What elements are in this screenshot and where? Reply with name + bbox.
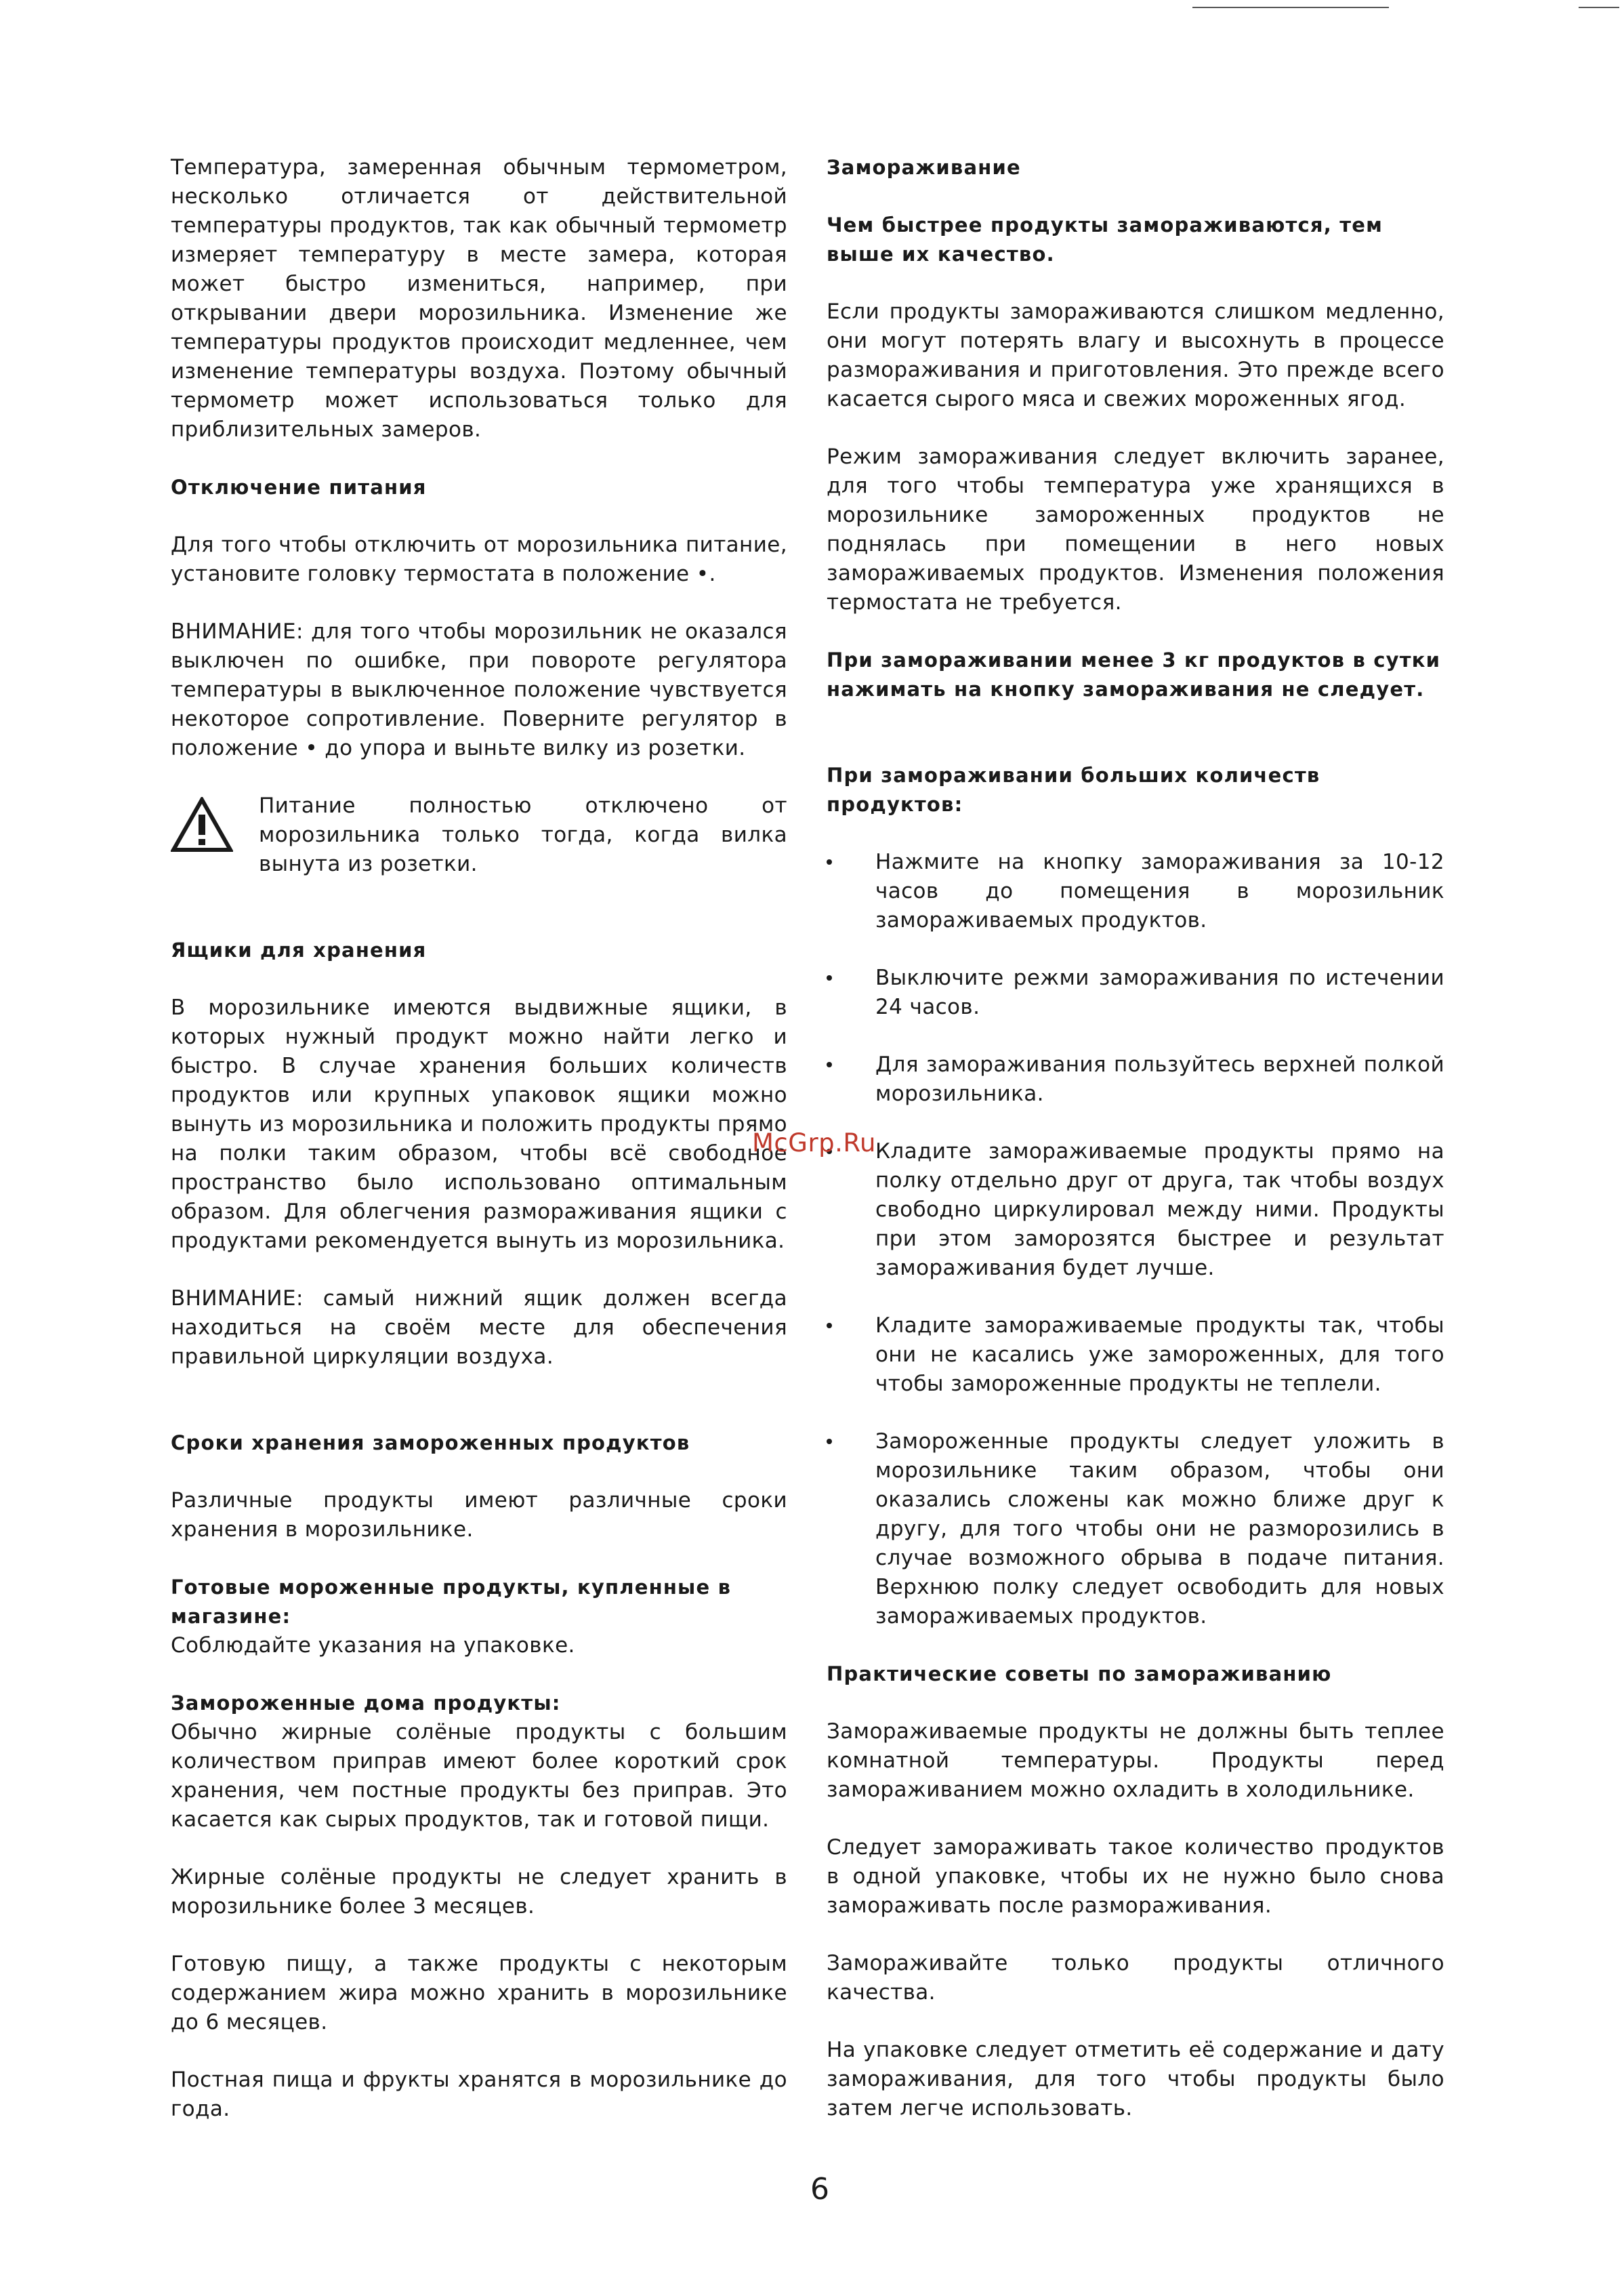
- drawers-paragraph: В морозильнике имеются выдвижные ящики, в которых нужный продукт можно найти легко и быстро. В случае хранения больших количеств продуктов или крупных упаковок ящики можно вынуть из морозильника и положить продукты прямо на полки таким образом, чтобы всё свободное пространство было использовано оптимальным образом. Для облегчения размораживания ящики с продуктами рекомендуется вынуть из морозильника.: [171, 996, 787, 1253]
- tip-paragraph-1: Замораживаемые продукты не должны быть теплее комнатной температуры. Продукты перед замораживанием можно охладить в холодильнике.: [827, 1719, 1444, 1802]
- list-item: Нажмите на кнопку замораживания за 10-12 часов до помещения в морозильник замораживаемых продуктов.: [827, 848, 1444, 935]
- warning-triangle-icon: [171, 792, 259, 855]
- bullet-icon: [827, 1439, 832, 1444]
- store-bought-paragraph: Соблюдайте указания на упаковке.: [171, 1633, 575, 1658]
- power-off-warning: ВНИМАНИЕ: для того чтобы морозильник не оказался выключен по ошибке, при повороте регулятора температуры в выключенное положение чувствуется некоторое сопротивление. Поверните регулятор в положение • до упора и выньте вилку из розетки.: [171, 619, 787, 760]
- list-item: Выключите режми замораживания по истечении 24 часов.: [827, 964, 1444, 1022]
- tip-paragraph-3: Замораживайте только продукты отличного качества.: [827, 1951, 1444, 2005]
- scan-edge-line: [1579, 7, 1619, 8]
- power-off-paragraph: Для того чтобы отключить от морозильника питание, установите головку термостата в положение •.: [171, 533, 787, 586]
- intro-paragraph: Температура, замеренная обычным термометром, несколько отличается от действительной температуры продуктов, так как обычный термометр измеряет температуру в месте замера, которая может быстро измениться, например, при открывании двери морозильника. Изменение же температуры продуктов происходит медленнее, чем изменение температуры воздуха. Поэтому обычный термометр может использоваться только для приблизительных замеров.: [171, 155, 787, 442]
- cooked-foods-paragraph: Готовую пищу, а также продукты с некоторым содержанием жира можно хранить в морозильнике до 6 месяцев.: [171, 1952, 787, 2034]
- heading-power-off: Отключение питания: [171, 476, 427, 499]
- slow-freezing-paragraph: Если продукты замораживаются слишком медленно, они могут потерять влагу и высохнуть в процессе размораживания и приготовления. Это прежде всего касается сырого мяса и свежих мороженных ягод.: [827, 300, 1444, 411]
- heading-large-quantities: При замораживании больших количеств продуктов:: [827, 764, 1320, 816]
- heading-faster-better: Чем быстрее продукты замораживаются, тем выше их качество.: [827, 213, 1383, 266]
- site-watermark: McGrp.Ru: [752, 1128, 876, 1157]
- warning-block: [171, 792, 787, 879]
- scan-edge-line: [1192, 7, 1389, 8]
- bullet-icon: [827, 1323, 832, 1328]
- fatty-foods-paragraph: Жирные солёные продукты не следует хранить в морозильнике более 3 месяцев.: [171, 1865, 787, 1919]
- list-item: Замороженные продукты следует уложить в морозильнике таким образом, чтобы они оказались сложены как можно ближе друг к другу, для того чтобы они не разморозились в случае возможного обрыва в подаче питания. Верхнюю полку следует освободить для новых замораживаемых продуктов.: [827, 1427, 1444, 1631]
- heading-storage-drawers: Ящики для хранения: [171, 939, 427, 962]
- heading-store-bought: Готовые мороженные продукты, купленные в магазине:: [171, 1576, 732, 1628]
- home-frozen-paragraph: Обычно жирные солёные продукты с большим количеством приправ имеют более короткий срок хранения, чем постные продукты без приправ. Это касается как сырых продуктов, так и готовой пищи.: [171, 1720, 787, 1832]
- bullet-icon: [827, 859, 832, 865]
- tip-paragraph-4: На упаковке следует отметить её содержание и дату замораживания, для того чтобы продукты было затем легче использовать.: [827, 2038, 1444, 2120]
- right-column: [827, 153, 1444, 2152]
- heading-freezing: Замораживание: [827, 156, 1021, 179]
- warning-note: Питание полностью отключено от морозильника только тогда, когда вилка вынута из розетки.: [259, 794, 787, 876]
- tip-paragraph-2: Следует замораживать такое количество продуктов в одной упаковке, чтобы их не нужно было снова замораживать после размораживания.: [827, 1835, 1444, 1918]
- bullet-icon: [827, 975, 832, 981]
- bullet-icon: [827, 1062, 832, 1067]
- terms-paragraph: Различные продукты имеют различные сроки хранения в морозильнике.: [171, 1488, 787, 1542]
- page-number: 6: [810, 2172, 829, 2207]
- list-item: Кладите замораживаемые продукты прямо на полку отдельно друг от друга, так чтобы воздух свободно циркулировал между ними. Продукты при этом заморозятся быстрее и результат замораживания будет лучше.: [827, 1137, 1444, 1283]
- freezing-steps-list: [827, 848, 1444, 1631]
- left-column: [171, 153, 787, 2152]
- list-item: Для замораживания пользуйтесь верхней полкой морозильника.: [827, 1050, 1444, 1109]
- heading-less-than-3kg: При замораживании менее 3 кг продуктов в сутки нажимать на кнопку замораживания не следует.: [827, 649, 1441, 701]
- list-item: Кладите замораживаемые продукты так, чтобы они не касались уже замороженных, для того чтобы замороженные продукты не теплели.: [827, 1311, 1444, 1399]
- heading-home-frozen: Замороженные дома продукты:: [171, 1692, 561, 1715]
- freezing-mode-paragraph: Режим замораживания следует включить заранее, для того чтобы температура уже хранящихся в морозильнике замороженных продуктов не поднялась при помещении в него новых замораживаемых продуктов. Изменения положения термостата не требуется.: [827, 445, 1444, 615]
- heading-practical-tips: Практические советы по замораживанию: [827, 1662, 1332, 1685]
- drawers-warning: ВНИМАНИЕ: самый нижний ящик должен всегда находиться на своём месте для обеспечения правильной циркуляции воздуха.: [171, 1286, 787, 1369]
- lean-foods-paragraph: Постная пища и фрукты хранятся в морозильнике до года.: [171, 2068, 787, 2121]
- heading-storage-terms: Сроки хранения замороженных продуктов: [171, 1431, 690, 1454]
